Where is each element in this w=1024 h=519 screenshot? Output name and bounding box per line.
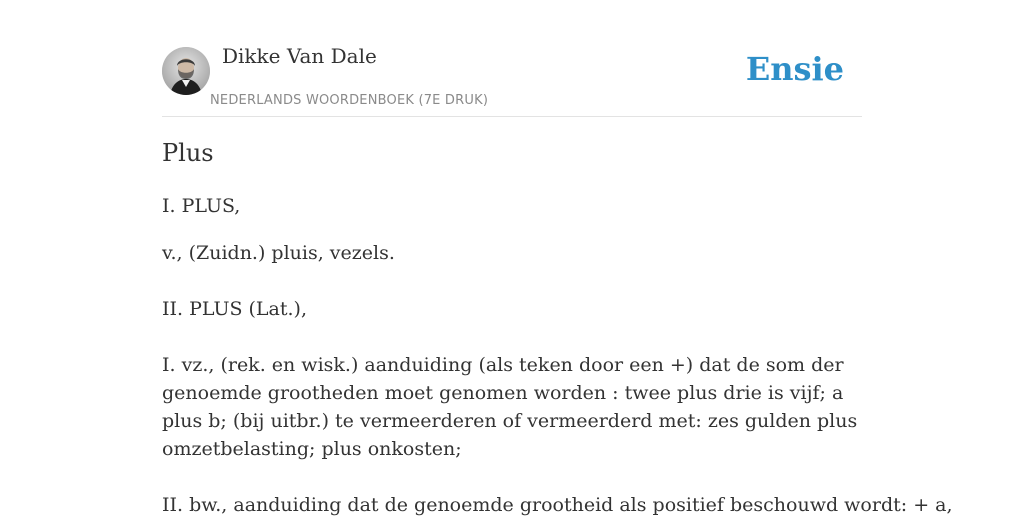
- entry-paragraph: II. PLUS (Lat.),: [162, 298, 308, 320]
- entry-title: Plus: [162, 139, 214, 167]
- entry-paragraph: II. bw., aanduiding dat de genoemde grootheid als positief beschouwd wordt: + a,: [162, 494, 953, 516]
- brand-logo-link[interactable]: Ensie: [745, 50, 844, 88]
- author-avatar[interactable]: [162, 47, 210, 95]
- entry-paragraph: I. PLUS,: [162, 195, 241, 217]
- source-subtitle: NEDERLANDS WOORDENBOEK (7E DRUK): [210, 93, 489, 108]
- entry-paragraph: I. vz., (rek. en wisk.) aanduiding (als teken door een +) dat de som der genoemde grootheden moet genomen worden : twee plus drie is vijf; a plus b; (bij uitbr.) te vermeerderen of vermeerderd met: zes gulden plus omzetbelasting; plus onkosten;: [162, 354, 858, 460]
- page-container: [162, 0, 953, 516]
- portrait-avatar-icon: [162, 47, 210, 95]
- author-name[interactable]: Dikke Van Dale: [222, 44, 377, 68]
- entry-paragraph: v., (Zuidn.) pluis, vezels.: [162, 242, 395, 264]
- header: [162, 0, 862, 117]
